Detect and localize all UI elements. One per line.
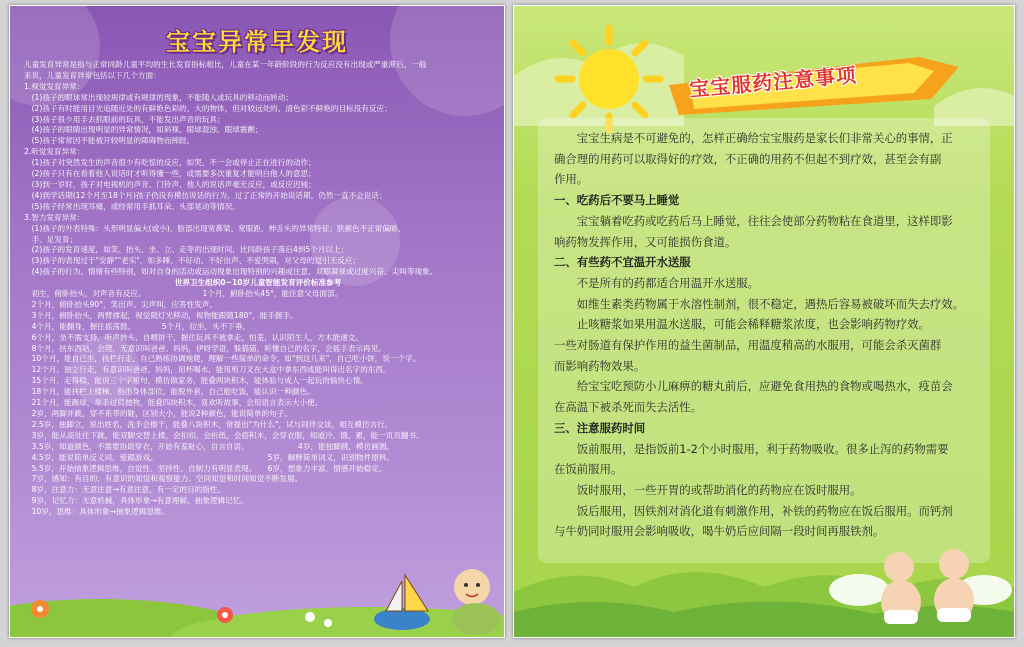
text-line: (5)孩子经常出现耳痛，或经常用手抓耳朵、头部晃动等情况。 <box>24 201 240 211</box>
text-line: 手、足发育； <box>24 234 78 244</box>
text-line: 4.5岁，能说简单反义词，爱跟游戏。 5岁，解释简单词义，识别物件原料。 <box>24 452 395 462</box>
text-line: 8岁，注意力：无意注意→有意注意，有一定的目的指性。 <box>24 485 226 495</box>
text-line: (4)孩子的行为、情绪有些特别，如对自身的活动或运动现象出现特别的兴趣或注意、双眼凝视或过度兴奋、尖叫等现象。 <box>24 267 438 277</box>
text-line: (1)孩子的外表特殊：头形明显偏大(或小)，脸部出现宽鼻梁、宽眼距、伸舌头的异常特征；肤颜色不正常偏暗、 <box>24 223 406 233</box>
cartoon-ground-illustration <box>10 567 504 637</box>
text-line: (3)到一岁时，孩子对电视机的声音、门铃声、他人的说话声毫无反应，或反应迟钝； <box>24 179 316 189</box>
text-line: 2个月，俯卧抬头90°，笑出声、尖声叫，应答性发声。 <box>24 299 217 309</box>
text-line: (4)到学话期(12个月至18个月)孩子仍没有模仿说话的行为，过了正常的开始说话期，仍然一直不会说话； <box>24 190 387 200</box>
text-line: 不是所有的药都适合用温开水送服。 <box>554 275 760 290</box>
text-line: 7岁，感知：有目的、有意识的知觉和观察能力。空间知觉和时间知觉不断发展。 <box>24 474 303 484</box>
text-line: (3)孩子很少用手去抓眼前的玩具，不能发出声音的玩具； <box>24 114 225 124</box>
text-line: 如维生素类药物属于水溶性制剂，很不稳定，遇热后容易被破坏而失去疗效。 <box>554 296 965 311</box>
text-line: (5)孩子常常因不能被开较明显的障碍物而摔跤。 <box>24 136 195 146</box>
section-heading: 三、注意服药时间 <box>554 420 646 435</box>
text-line: (4)孩子的眼睛出现明显的异常情况，如斜视、眼球混浊、眼球震颤； <box>24 125 263 135</box>
text-line: 12个月，独立行走，有意识叫爸爸、妈妈，用杯喝水，能用剪刀叉在大盒中拿东西或能叫得出名字的东西。 <box>24 365 391 375</box>
text-line: (2)孩子的发育速度，如笑、抬头、坐、立、走等的出现时间，比同龄孩子落后4到5个月以上； <box>24 245 349 255</box>
text-line: 4个月，能翻身，握住摇荡鼓。 5个月，拉坐，头不下垂。 <box>24 321 251 331</box>
text-line: 10岁，思维：具体形象→抽象逻辑思维。 <box>24 507 170 517</box>
section-heading: 一、吃药后不要马上睡觉 <box>554 193 680 208</box>
section-heading: 世界卫生组织0~10岁儿童智能发育评价标准参考 <box>174 278 342 288</box>
text-line: 在高温下被杀死而失去活性。 <box>554 400 703 415</box>
right-panel-body <box>554 128 979 542</box>
text-line: 9岁，记忆力：无意机械，具体形象→有意理解，抽象逻辑记忆。 <box>24 496 248 506</box>
text-line: 3.智力发育异常： <box>24 212 85 222</box>
text-line: 饭前服用，是指饭前1-2个小时服用，利于药物吸收。很多止泻的药物需要 <box>554 441 949 456</box>
text-line: 确合理的用药可以取得好的疗效，不正确的用药不但起不到疗效，甚至会有副 <box>554 151 942 166</box>
text-line: 初生，俯卧抬头，对声音有反应。 1个月，俯卧抬头45°，能注意父母面部。 <box>24 289 343 299</box>
right-panel-title: 宝宝服药注意事项 <box>688 62 858 102</box>
text-line: 1.视觉发育异常： <box>24 81 85 91</box>
text-line: 18个月，能扶栏上楼梯，指出身体部位，能脱外套，自己能吃饭，能认识一种颜色。 <box>24 387 315 397</box>
left-panel <box>9 5 505 638</box>
text-line: 10个月，能自己坐，扶栏行走，自己熟练协调地爬，理解一些简单的命令，如"到这儿来"，自己吃小饼，说一个字。 <box>24 354 421 364</box>
text-line: 响药物发挥作用，又可能损伤食道。 <box>554 234 737 249</box>
text-line: (3)孩子的表现过于"安静""老实"，如多睡、不好动、不好出声、不爱哭闹，对父母的逗引无反应； <box>24 256 361 266</box>
text-line: 饭后服用，因铁剂对消化道有刺激作用，补铁的药物应在饭后服用。而钙剂 <box>554 503 953 518</box>
text-line: 而影响药物效果。 <box>554 358 646 373</box>
text-line: 宝宝生病是不可避免的，怎样正确给宝宝服药是家长们非常关心的事情，正 <box>554 131 953 145</box>
text-line: 3岁，能从高处往下跳，能双脚交替上楼，会扣扣，会折纸，会搭积木，会穿衣服，知道冷、饿、累，能一页页翻书。 <box>24 430 424 440</box>
text-line: 作用。 <box>554 172 589 187</box>
text-line: 止咳糖浆如果用温水送服，可能会稀释糖浆浓度，也会影响药物疗效。 <box>554 317 930 332</box>
text-line: 来说，儿童发育异常包括以下几个方面： <box>24 70 161 80</box>
text-line: 与牛奶同时服用会影响吸收，喝牛奶后应间隔一段时间再服铁剂。 <box>554 524 885 539</box>
left-panel-title: 宝宝异常早发现 <box>166 28 348 56</box>
section-heading: 二、有些药不宜温开水送服 <box>554 255 691 270</box>
text-line: 5.5岁，开始抽象逻辑思维，自觉性、坚持性、自制力有明显表现。 6岁，想象力丰富，情感开始稳定。 <box>24 463 387 473</box>
text-line: 饭时服用，一些开胃的或帮助消化的药物应在饭时服用。 <box>554 482 862 497</box>
text-line: 一些对肠道有保护作用的益生菌制品，用温度稍高的水服用，可能会杀灭菌群 <box>554 338 942 353</box>
text-line: 在饭前服用。 <box>554 462 623 477</box>
text-line: (1)孩子的眼球常出现较规律或有规律的现象，不能随人或玩具的移动而转动； <box>24 92 293 102</box>
text-line: 给宝宝吃预防小儿麻痹的糖丸前后，应避免食用热的食物或喝热水，疫苗会 <box>554 379 953 394</box>
text-line: 2岁，两脚并跳，穿不系带的鞋，区别大小，能说2种颜色，能说简单的句子。 <box>24 409 292 418</box>
text-line: 2.5岁，独脚立，说出姓名，洗手会擦干，能叠八块积木，常提出"为什么"，试与同伴交谈，相互模仿言行。 <box>24 419 393 429</box>
text-line: (2)孩子有时能用目光追随近处的有鲜艳色彩的、大的物体，但对较远处的、清色彩不鲜艳的目标没有反应； <box>24 103 392 113</box>
text-line: 8个月，扶东西站，会爬，无意识叫爸爸、妈妈，伊呀学语，躲猫猫，听懂自己的名字，会摇手表示再见。 <box>24 343 386 353</box>
text-line: 6个月，坐不需支持，听声转头，自喂饼干，握住玩具不被拿走，怕羞，认识陌生人，方木能递交。 <box>24 332 363 342</box>
text-line: (1)孩子对突然发生的声音很少有吃惊的反应，如哭、不一会或停止正在进行的动作； <box>24 158 316 168</box>
text-line: 3个月，俯卧抬头，两臂撑起，视觉随灯光移动，视物能跟随180°，能手握手。 <box>24 310 298 320</box>
left-panel-body <box>24 60 492 518</box>
cartoon-babies-illustration <box>514 532 1014 637</box>
text-line: 15个月，走得稳，能说三个字短句，模仿做家务，能叠两块积木，能体验与成人一起玩的愉快心情。 <box>24 376 368 386</box>
text-line: (2)孩子只有在看着他人说话时才听得懂一些，或需要多次重复才能明白他人的意思； <box>24 169 316 179</box>
text-line: 儿童发育异常是指与正常同龄儿童平均的生长发育指标相比，儿童在某一年龄阶段的行为反应没有出现或严重滞后。一般 <box>24 60 427 69</box>
text-line: 21个月，能踢球，举手过肩抛物，能叠四块积木，喜欢听故事，会用语言表示大小便。 <box>24 398 323 408</box>
right-panel <box>513 5 1015 638</box>
text-line: 宝宝躺着吃药或吃药后马上睡觉，往往会使部分药物粘在食道里，这样即影 <box>554 213 953 228</box>
text-line: 2.听觉发育异常： <box>24 147 85 157</box>
text-line: 3.5岁，知道颜色，不需要协助穿衣，开始有羞耻心，自言自语。 4岁，能独脚跳，模仿画圆。 <box>24 441 395 451</box>
